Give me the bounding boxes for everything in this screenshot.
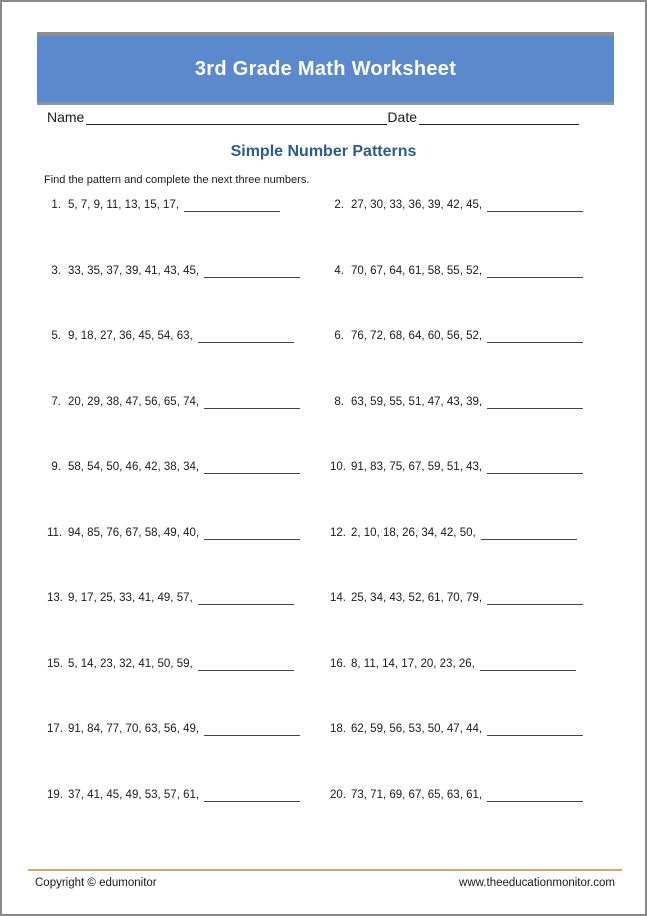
answer-blank-line [204,460,300,474]
problem-sequence: 73, 71, 69, 67, 65, 63, 61, [351,788,483,801]
problem-19 [47,788,330,854]
problem-number: 20. [330,788,346,801]
problem-11 [47,526,330,592]
problem-number: 3. [51,264,61,277]
answer-blank-line [487,395,583,409]
problem-sequence: 63, 59, 55, 51, 47, 43, 39, [351,395,483,408]
problem-sequence: 27, 30, 33, 36, 39, 42, 45, [351,199,483,211]
answer-blank-line [204,722,300,736]
answer-blank-line [184,198,280,212]
answer-blank-line [481,526,577,540]
answer-blank-line [198,657,294,671]
problem-17 [47,722,330,788]
answer-blank-line [204,395,300,409]
problem-20 [330,788,609,854]
answer-blank-line [204,264,300,278]
footer [35,877,615,889]
problem-1 [47,198,330,264]
answer-blank-line [487,329,583,343]
problem-sequence: 9, 17, 25, 33, 41, 49, 57, [68,592,193,604]
problem-12 [330,526,609,592]
problem-sequence: 91, 83, 75, 67, 59, 51, 43, [351,461,483,473]
problem-sequence: 37, 41, 45, 49, 53, 57, 61, [68,788,200,801]
problem-number: 7. [51,395,61,408]
worksheet-banner [37,32,614,105]
answer-blank-line [204,526,300,540]
name-label: Name [47,109,85,125]
worksheet-banner-title: 3rd Grade Math Worksheet [194,57,457,80]
answer-blank-line [487,460,583,474]
problem-9 [47,460,330,526]
problems-grid [47,198,609,853]
problem-sequence: 76, 72, 68, 64, 60, 56, 52, [351,330,483,342]
problem-number: 11. [47,526,63,539]
problem-2 [330,198,609,264]
problem-sequence: 58, 54, 50, 46, 42, 38, 34, [68,461,200,473]
answer-blank-line [480,657,576,671]
problem-number: 18. [330,723,346,735]
name-date-row [47,108,579,125]
problem-sequence: 25, 34, 43, 52, 61, 70, 79, [351,592,483,604]
problem-number: 13. [47,592,63,604]
problem-number: 19. [47,788,63,801]
problem-18 [330,722,609,788]
problem-3 [47,264,330,330]
answer-blank-line [487,264,583,278]
problem-sequence: 5, 14, 23, 32, 41, 50, 59, [68,657,193,670]
problem-sequence: 70, 67, 64, 61, 58, 55, 52, [351,264,483,277]
worksheet-instructions: Find the pattern and complete the next three numbers. [44,174,310,186]
problem-5 [47,329,330,395]
answer-blank-line [204,788,300,802]
problem-sequence: 8, 11, 14, 17, 20, 23, 26, [351,657,475,670]
problem-sequence: 2, 10, 18, 26, 34, 42, 50, [351,526,476,539]
problem-number: 4. [334,264,344,277]
answer-blank-line [487,591,583,605]
footer-copyright: Copyright © edumonitor [35,877,157,889]
problem-16 [330,657,609,723]
problem-number: 17. [47,723,63,735]
problem-13 [47,591,330,657]
name-blank-line [86,108,387,125]
answer-blank-line [487,788,583,802]
problem-number: 6. [334,330,344,342]
problem-number: 9. [51,461,61,473]
problem-sequence: 91, 84, 77, 70, 63, 56, 49, [68,723,200,735]
problem-number: 14. [330,592,346,604]
answer-blank-line [487,198,583,212]
problem-sequence: 94, 85, 76, 67, 58, 49, 40, [68,526,200,539]
footer-website: www.theeducationmonitor.com [459,877,615,889]
date-label: Date [387,109,417,125]
answer-blank-line [198,591,294,605]
answer-blank-line [198,329,294,343]
problem-number: 1. [51,199,61,211]
problem-4 [330,264,609,330]
problem-sequence: 20, 29, 38, 47, 56, 65, 74, [68,395,200,408]
problem-number: 12. [330,526,346,539]
problem-sequence: 9, 18, 27, 36, 45, 54, 63, [68,330,193,342]
footer-rule [28,869,622,871]
problem-14 [330,591,609,657]
problem-number: 15. [47,657,63,670]
worksheet-title: Simple Number Patterns [230,143,417,160]
problem-number: 5. [51,330,61,342]
answer-blank-line [487,722,583,736]
problem-number: 10. [330,461,346,473]
date-blank-line [419,108,579,125]
problem-10 [330,460,609,526]
problem-6 [330,329,609,395]
problem-15 [47,657,330,723]
problem-number: 2. [334,199,344,211]
problem-8 [330,395,609,461]
problem-sequence: 33, 35, 37, 39, 41, 43, 45, [68,264,200,277]
problem-sequence: 62, 59, 56, 53, 50, 47, 44, [351,723,483,735]
problem-sequence: 5, 7, 9, 11, 13, 15, 17, [68,199,180,211]
problem-number: 8. [334,395,344,408]
problem-7 [47,395,330,461]
problem-number: 16. [330,657,346,670]
